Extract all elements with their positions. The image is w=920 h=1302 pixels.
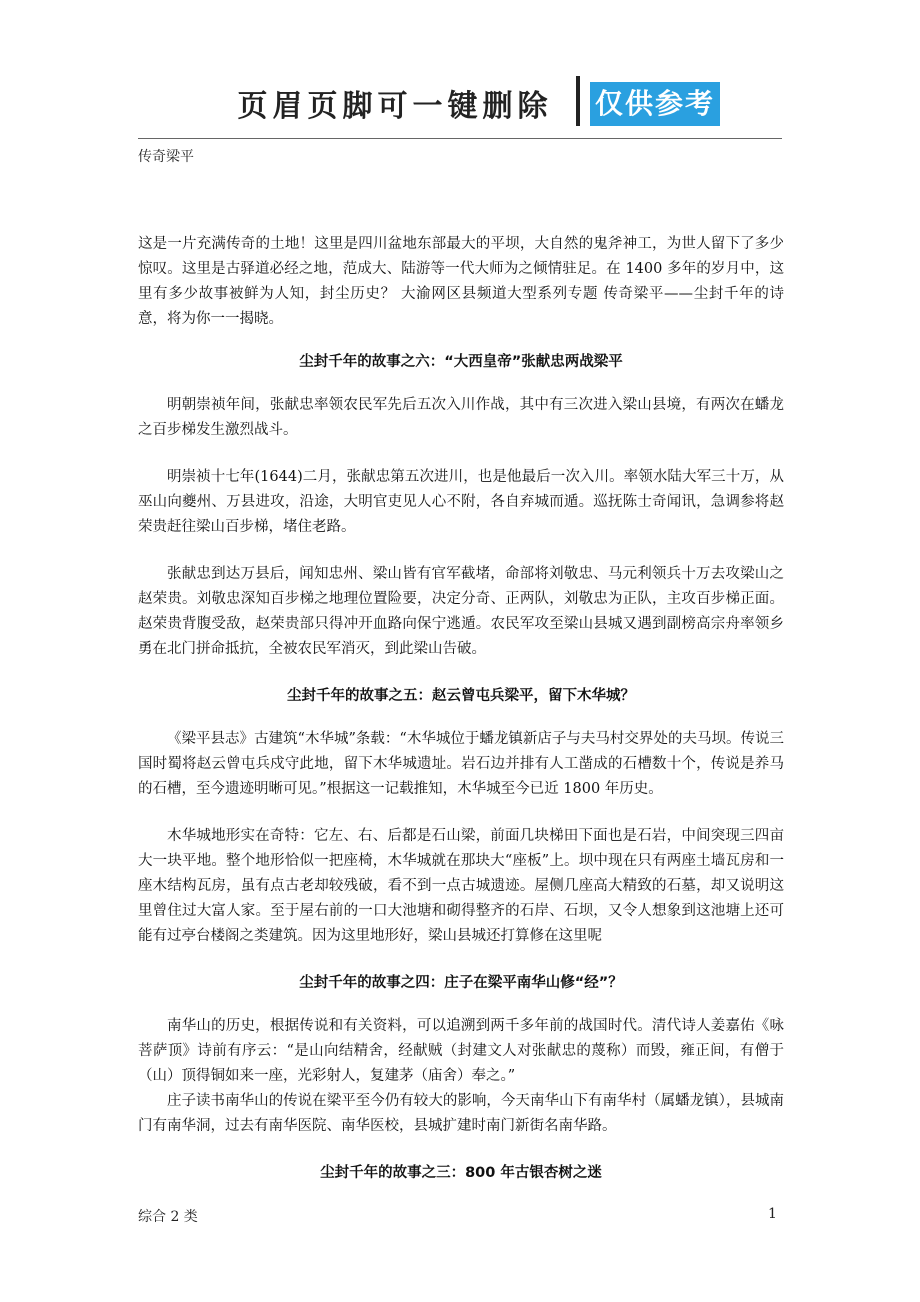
banner-left-text: 页眉页脚可一键删除: [237, 89, 553, 124]
section-heading: 尘封千年的故事之六：“大西皇帝”张献忠两战梁平: [299, 354, 623, 370]
paragraph: 明崇祯十七年(1644)二月，张献忠第五次进川，也是他最后一次入川。率领水陆大军三十万，从巫山向夔州、万县进攻，沿途，大明官吏见人心不附，各自弃城而遁。巡抚陈士奇闻讯，急调参将赵荣贵赶往梁山百步梯，堵住老路。: [138, 469, 784, 535]
document-body: [138, 232, 784, 1186]
paragraph: 张献忠到达万县后，闻知忠州、梁山皆有官军截堵，命部将刘敬忠、马元利领兵十万去攻梁山之赵荣贵。刘敬忠深知百步梯之地理位置险要，决定分奇、正两队，刘敬忠为正队，主攻百步梯正面。赵荣贵背腹受敌，赵荣贵部只得冲开血路向保宁逃遁。农民军攻至梁山县城又遇到副榜高宗舟率领乡勇在北门拼命抵抗，全被农民军消灭，到此梁山告破。: [138, 566, 784, 657]
footer-label: 综合 2 类: [138, 1209, 198, 1225]
section-heading: 尘封千年的故事之三：800 年古银杏树之迷: [320, 1165, 602, 1181]
paragraph: 《梁平县志》古建筑“木华城”条载：“木华城位于蟠龙镇新店子与夫马村交界处的夫马坝。传说三国时蜀将赵云曾屯兵戍守此地，留下木华城遗址。岩石边并排有人工凿成的石槽数十个，传说是养马的石槽，至今遗迹明晰可见。”根据这一记载推知，木华城至今已近 1800 年历史。: [138, 731, 784, 797]
intro-paragraph: 这是一片充满传奇的土地！这里是四川盆地东部最大的平坝，大自然的鬼斧神工，为世人留下了多少惊叹。这里是古驿道必经之地，范成大、陆游等一代大师为之倾情驻足。在 1400 多年的岁月中，这里有多少故事被鲜为人知，封尘历史？ 大渝网区县频道大型系列专题 传奇梁平——尘封千年的诗意，将为你一一揭晓。: [138, 236, 784, 327]
banner-right-badge: 仅供参考: [590, 82, 720, 126]
paragraph: 南华山的历史，根据传说和有关资料，可以追溯到两千多年前的战国时代。清代诗人姜嘉佑《咏菩萨顶》诗前有序云：“是山向结精舍，经献贼（封建文人对张献忠的蔑称）而毁，雍正间，有僧于（山）顶得铜如来一座，光彩射人，复建茅（庙舍）奉之。”: [138, 1018, 784, 1084]
paragraph: 木华城地形实在奇特：它左、右、后都是石山梁，前面几块梯田下面也是石岩，中间突现三四亩大一块平地。整个地形恰似一把座椅，木华城就在那块大“座板”上。坝中现在只有两座土墙瓦房和一座木结构瓦房，虽有点古老却较残破，看不到一点古城遗迹。屋侧几座高大精致的石墓，却又说明这里曾住过大富人家。至于屋右前的一口大池塘和砌得整齐的石岸、石坝，又令人想象到这池塘上还可能有过亭台楼阁之类建筑。因为这里地形好，梁山县城还打算修在这里呢: [138, 828, 784, 944]
page-number: 1: [768, 1206, 777, 1222]
page-header-title: 传奇梁平: [138, 149, 194, 165]
banner-divider: [576, 76, 580, 126]
section-heading: 尘封千年的故事之五：赵云曾屯兵梁平，留下木华城？: [287, 688, 635, 704]
paragraph: 庄子读书南华山的传说在梁平至今仍有较大的影响，今天南华山下有南华村（属蟠龙镇），县城南门有南华洞，过去有南华医院、南华医校，县城扩建时南门新街名南华路。: [138, 1093, 784, 1134]
watermark-banner: [190, 72, 782, 142]
header-rule: [138, 138, 782, 139]
section-heading: 尘封千年的故事之四：庄子在梁平南华山修“经”？: [299, 975, 623, 991]
paragraph: 明朝崇祯年间，张献忠率领农民军先后五次入川作战，其中有三次进入梁山县境，有两次在蟠龙之百步梯发生激烈战斗。: [138, 397, 784, 438]
